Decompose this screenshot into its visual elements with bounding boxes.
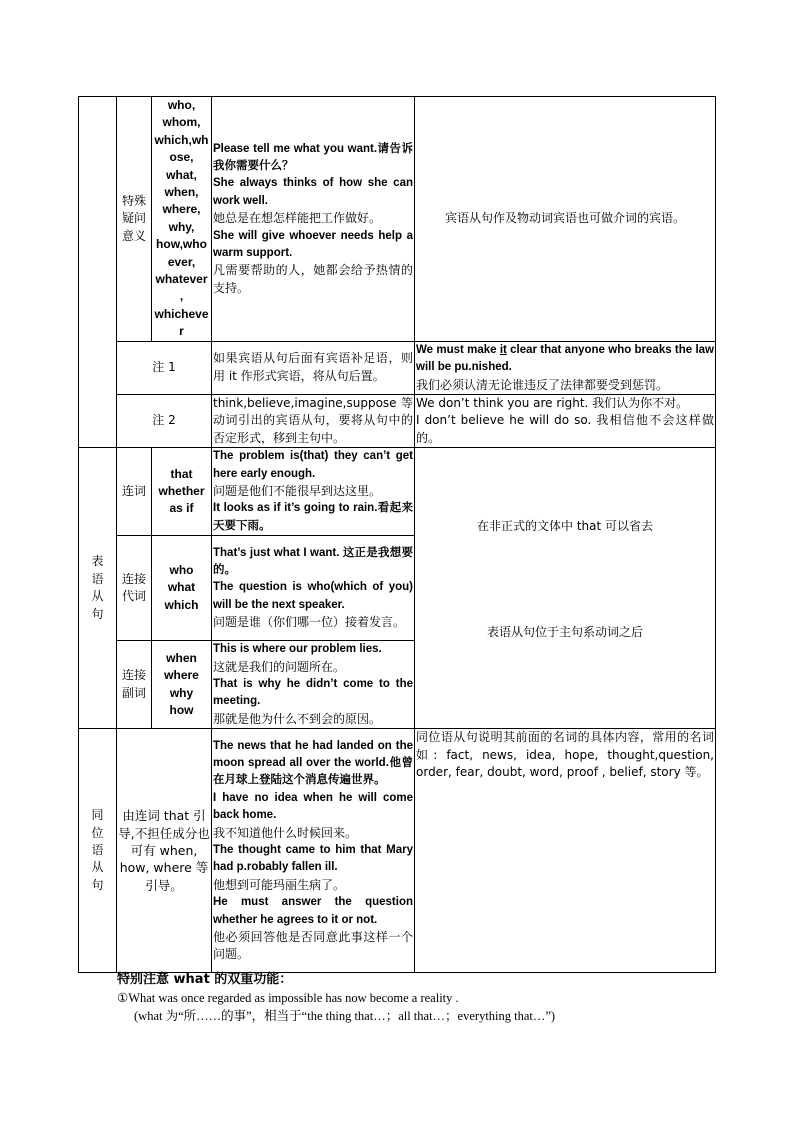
- note2-label: 注 2: [117, 394, 212, 447]
- special-word-line: ,: [179, 289, 184, 304]
- pred-word-line: how: [169, 703, 194, 718]
- appositive-example-line: 他必须回答他是否同意此事这样一个问题。: [213, 930, 413, 962]
- pred-words-pron: [152, 536, 212, 641]
- pred-word-line: why: [169, 685, 194, 700]
- pred-examples-adv: [212, 641, 415, 729]
- special-example-line: Please tell me what you want.请告诉我你需要什么？: [213, 142, 413, 172]
- special-word-line: ever,: [167, 254, 196, 269]
- pred-example-line: That is why he didn’t come to the meeting.: [213, 677, 413, 708]
- special-word-line: who,: [167, 98, 196, 112]
- pred-example-line: 那就是他为什么不到会的原因。: [213, 711, 382, 726]
- pred-word-line: whether: [158, 483, 205, 498]
- pred-note-1: 在非正式的文体中 that 可以省去: [477, 519, 653, 534]
- object-clause-label-cell: [79, 97, 117, 448]
- special-word-line: why,: [168, 219, 195, 234]
- special-word-line: what,: [166, 167, 197, 182]
- pred-word-line: when: [166, 650, 197, 665]
- appositive-note: 同位语从句说明其前面的名词的具体内容，常用的名词如: fact, news, idea, hope, thought,question, order, fear, doubt, word, proof , belief, story 等。: [415, 729, 716, 973]
- footer: [117, 971, 555, 1025]
- note2-row: [79, 394, 716, 447]
- special-words-cell: [152, 97, 212, 342]
- pred-examples-conj: [212, 448, 415, 536]
- appositive-example-line: The news that he had landed on the moon spread all over the world.他曾在月球上登陆这个消息传遍世界。: [213, 739, 413, 787]
- pred-label-char: 从: [91, 589, 104, 604]
- app-label-char: 句: [91, 877, 104, 892]
- special-word-line: how,who: [156, 237, 207, 252]
- pred-words-conj: [152, 448, 212, 536]
- pred-label-char: 语: [91, 571, 104, 586]
- pred-examples-pron: [212, 536, 415, 641]
- special-example-line: 凡需要帮助的人，她都会给予热情的支持。: [213, 263, 413, 295]
- note1-row: [79, 341, 716, 394]
- special-word-line: ose,: [169, 150, 194, 165]
- note1-text: 如果宾语从句后面有宾语补足语，则用 it 作形式宾语，将从句后置。: [212, 341, 415, 394]
- footer-line-1: ①What was once regarded as impossible has now become a reality .: [117, 991, 459, 1005]
- pred-kind-adv: 连接副词: [117, 641, 152, 729]
- special-word-line: which,wh: [154, 132, 209, 147]
- pred-word-line: which: [164, 597, 199, 612]
- pred-word-line: where: [164, 668, 199, 683]
- pred-word-line: that: [170, 466, 193, 481]
- pred-example-line: This is where our problem lies.: [213, 643, 382, 656]
- footer-line-2: (what 为“所……的事”，相当于“the thing that…；all that…；everything that…”): [134, 1009, 556, 1023]
- appositive-row: [79, 729, 716, 973]
- pred-label-char: 表: [91, 554, 104, 569]
- pred-words-adv: [152, 641, 212, 729]
- app-label-char: 位: [91, 825, 104, 840]
- appositive-examples: [212, 729, 415, 973]
- special-word-line: when,: [164, 185, 199, 200]
- pred-example-line: The problem is(that) they can’t get here early enough.: [213, 450, 413, 480]
- special-word-line: whatever: [155, 272, 208, 287]
- special-example-line: She always thinks of how she can work well.: [213, 177, 413, 207]
- app-label-char: 语: [91, 842, 104, 857]
- special-word-line: whom,: [162, 115, 201, 130]
- pred-example-line: The question is who(which of you) will be the next speaker.: [213, 581, 413, 611]
- appositive-example-line: I have no idea when he will come back home.: [213, 791, 413, 822]
- app-label-char: 从: [91, 860, 104, 875]
- appositive-example-line: He must answer the question whether he agrees to it or not.: [213, 896, 413, 926]
- appositive-clause-label: [79, 729, 117, 973]
- pred-note-2: 表语从句位于主句系动词之后: [486, 624, 643, 639]
- pred-example-line: 这就是我们的问题所在。: [213, 659, 346, 674]
- footer-heading: 特别注意 what 的双重功能：: [117, 972, 293, 987]
- special-word-line: r: [179, 324, 184, 339]
- special-example-line: She will give whoever needs help a warm support.: [213, 229, 413, 259]
- pred-note-cell: [415, 448, 716, 729]
- pred-kind-conj: 连词: [117, 448, 152, 536]
- pred-word-line: what: [167, 580, 196, 595]
- pred-row-conj: [79, 448, 716, 536]
- special-note-cell: 宾语从句作及物动词宾语也可做介词的宾语。: [415, 97, 716, 342]
- pred-kind-pron: 连接代词: [117, 536, 152, 641]
- special-word-line: whicheve: [154, 306, 209, 321]
- grammar-table: [78, 96, 716, 973]
- pred-example-line: That’s just what I want. 这正是我想要的。: [213, 546, 413, 577]
- special-word-line: where,: [162, 202, 201, 217]
- pred-example-line: 问题是谁（你们哪一位）接着发言。: [213, 615, 406, 630]
- appositive-intro: 由连词 that 引导,不担任成分也可有 when, how, where 等引导。: [117, 729, 212, 973]
- special-examples-cell: [212, 97, 415, 342]
- special-meaning-label: 特殊疑问意义: [117, 97, 152, 342]
- pred-label-char: 句: [91, 606, 104, 621]
- pred-example-line: 问题是他们不能很早到达这里。: [213, 483, 382, 498]
- pred-example-line: It looks as if it’s going to rain.看起来天要下雨。: [213, 502, 413, 532]
- object-special-row: [79, 97, 716, 342]
- special-example-line: 她总是在想怎样能把工作做好。: [213, 211, 382, 226]
- pred-word-line: as if: [169, 501, 194, 516]
- predicative-clause-label: [79, 448, 117, 729]
- note1-label: 注 1: [117, 341, 212, 394]
- note2-example: We don’t think you are right. 我们认为你不对。 I don’t believe he will do so. 我相信他不会这样做的。: [415, 394, 716, 447]
- note2-text: think,believe,imagine,suppose 等动词引出的宾语从句，要将从句中的否定形式，移到主句中。: [212, 394, 415, 447]
- app-label-char: 同: [91, 808, 104, 823]
- pred-word-line: who: [169, 563, 194, 578]
- appositive-example-line: 我不知道他什么时候回来。: [213, 825, 358, 840]
- appositive-example-line: The thought came to him that Mary had p.robably fallen ill.: [213, 843, 413, 874]
- appositive-example-line: 他想到可能玛丽生病了。: [213, 877, 346, 892]
- note1-example: We must make it clear that anyone who breaks the law will be pu.nished. 我们必须认清无论谁违反了法律都要受到惩罚。: [415, 341, 716, 394]
